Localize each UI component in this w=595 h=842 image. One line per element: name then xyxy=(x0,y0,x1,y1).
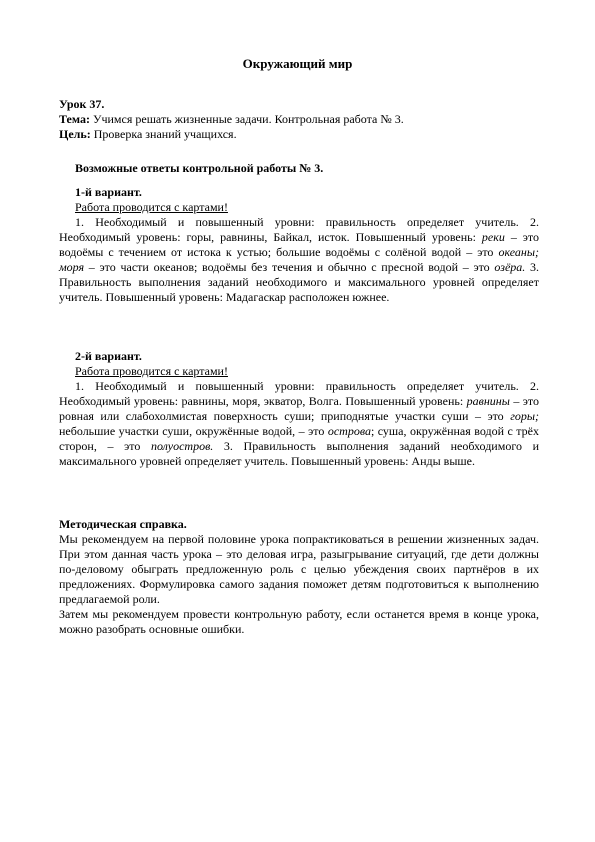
v2-text-4: ; суша, окружённая водой с трёх сторон, – это xyxy=(59,424,540,453)
goal-label: Цель: xyxy=(59,127,91,141)
variant-1-answers xyxy=(59,215,539,305)
lesson-number: Урок 37. xyxy=(59,97,105,111)
answers-heading-text: Возможные ответы контрольной работы № 3. xyxy=(75,161,324,175)
variant-1-heading: 1-й вариант. xyxy=(75,185,142,199)
v2-text-2: – это ровная или слабохолмистая поверхность суши; приподнятые участки суши – это xyxy=(59,394,539,423)
v2-text-1: 1. Необходимый и повышенный уровни: правильность определяет учитель. 2. Необходимый уровень: равнины, моря, экватор, Волга. Повышенный уровень: xyxy=(59,379,539,408)
v1-text-4: 3. Правильность выполнения заданий необходимого и максимального уровней определяет учитель. Повышенный уровень: Мадагаскар расположен южнее. xyxy=(59,260,540,304)
method-paragraph-2: Затем мы рекомендуем провести контрольную работу, если останется время в конце урока, можно разобрать основные ошибки. xyxy=(59,607,539,636)
v2-text-3: небольшие участки суши, окружённые водой, – это xyxy=(59,424,328,438)
lesson-topic xyxy=(59,112,539,127)
answers-heading xyxy=(59,161,539,176)
lesson-goal xyxy=(59,127,539,142)
v2-term-peninsula: полуостров. xyxy=(150,439,214,453)
lesson-header xyxy=(59,97,539,142)
method-heading: Методическая справка. xyxy=(59,517,187,531)
topic-label: Тема: xyxy=(59,112,90,126)
v2-term-mountains: горы; xyxy=(510,409,539,423)
goal-text: Проверка знаний учащихся. xyxy=(90,127,237,141)
variant-2-section xyxy=(59,349,539,469)
document-title: Окружающий мир xyxy=(242,56,353,71)
v1-text-2: – это водоёмы с течением от истока к устью; большие водоёмы с солёной водой – это xyxy=(59,230,539,259)
v1-term-lakes: озёра. xyxy=(494,260,526,274)
v2-term-islands: острова xyxy=(327,424,371,438)
variant-2-note: Работа проводится с картами! xyxy=(75,364,228,378)
method-paragraph-1: Мы рекомендуем на первой половине урока попрактиковаться в решении жизненных задач. При этом данная часть урока – это деловая игра, разыгрывание ситуаций, где дети должны по-деловому обыграть предложенную роль с целью убеждения своих партнёров в их предложениях. Формулировка самого задания поможет детям подготовиться к выполнению предлагаемой роли. xyxy=(59,532,539,606)
variant-2-heading: 2-й вариант. xyxy=(75,349,142,363)
topic-text: Учимся решать жизненные задачи. Контрольная работа № 3. xyxy=(89,112,404,126)
method-section xyxy=(59,517,539,637)
v2-term-plains: равнины xyxy=(466,394,510,408)
variant-1-section xyxy=(59,185,539,305)
variant-2-answers xyxy=(59,379,539,469)
v1-term-oceans-seas: океаны; моря xyxy=(59,245,539,274)
v1-term-rivers: реки xyxy=(481,230,505,244)
variant-1-note: Работа проводится с картами! xyxy=(75,200,228,214)
v2-text-5: 3. Правильность выполнения заданий необходимого и максимального уровней определяет учитель. Повышенный уровень: Анды выше. xyxy=(59,439,539,468)
v1-text-1: 1. Необходимый и повышенный уровни: правильность определяет учитель. 2. Необходимый уровень: горы, равнины, Байкал, исток. Повышенный уровень: xyxy=(59,215,539,244)
v1-text-3: – это части океанов; водоёмы без течения и обычно с пресной водой – это xyxy=(84,260,495,274)
